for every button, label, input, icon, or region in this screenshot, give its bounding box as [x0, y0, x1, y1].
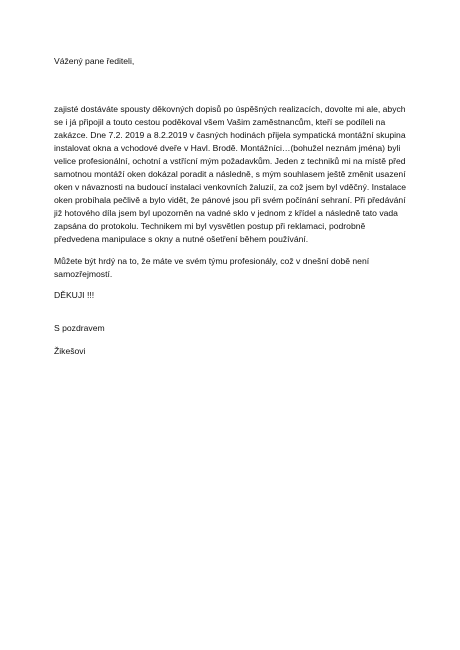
closing-line: S pozdravem	[54, 323, 105, 333]
paragraph-line: se i já připojil a touto cestou poděkoval všem Vašim zaměstnancům, kteří se podíleli na	[54, 117, 386, 127]
paragraph-line: velice profesionální, ochotní a vstřícní mým požadavkům. Jeden z techniků mi na místě před	[54, 156, 406, 166]
paragraph-line: oken probíhala pečlivě a bylo vidět, že pánové jsou při svém počínání sehraní. Při předávání	[54, 195, 406, 205]
salutation: Vážený pane řediteli,	[54, 56, 135, 66]
paragraph-line: zajisté dostáváte spousty děkovných dopisů po úspěšných realizacích, dovolte mi ale, abych	[54, 104, 406, 114]
paragraph-line: samozřejmostí.	[54, 269, 113, 279]
signature-line: Žikešovi	[54, 346, 86, 356]
thanks-line: DĚKUJI !!!	[54, 290, 95, 300]
paragraph-line: oken v návaznosti na budoucí instalaci venkovních žaluzií, za což jsem byl vděčný. Instalace	[54, 182, 407, 192]
paragraph-line: instalovat okna a vchodové dveře v Havl. Brodě. Montážníci…(bohužel neznám jména) byli	[54, 143, 401, 153]
paragraph-line: již hotového díla jsem byl upozorněn na vadné sklo v jednom z křídel a následně tato vada	[54, 208, 398, 218]
paragraph-line: zakázce. Dne 7.2. 2019 a 8.2.2019 v časných hodinách přijela sympatická montážní skupina	[54, 130, 406, 140]
paragraph-line: Můžete být hrdý na to, že máte ve svém týmu profesionály, což v dnešní době není	[54, 256, 370, 266]
paragraph-line: zapsána do protokolu. Technikem mi byl vysvětlen postup při reklamaci, podrobně	[54, 221, 366, 231]
paragraph-line: samotnou montáží oken dokázal poradit a následně, s mým souhlasem ještě změnit usazení	[54, 169, 406, 179]
paragraph-line: předvedena manipulace s okny a nutné ošetření během používání.	[54, 234, 309, 244]
